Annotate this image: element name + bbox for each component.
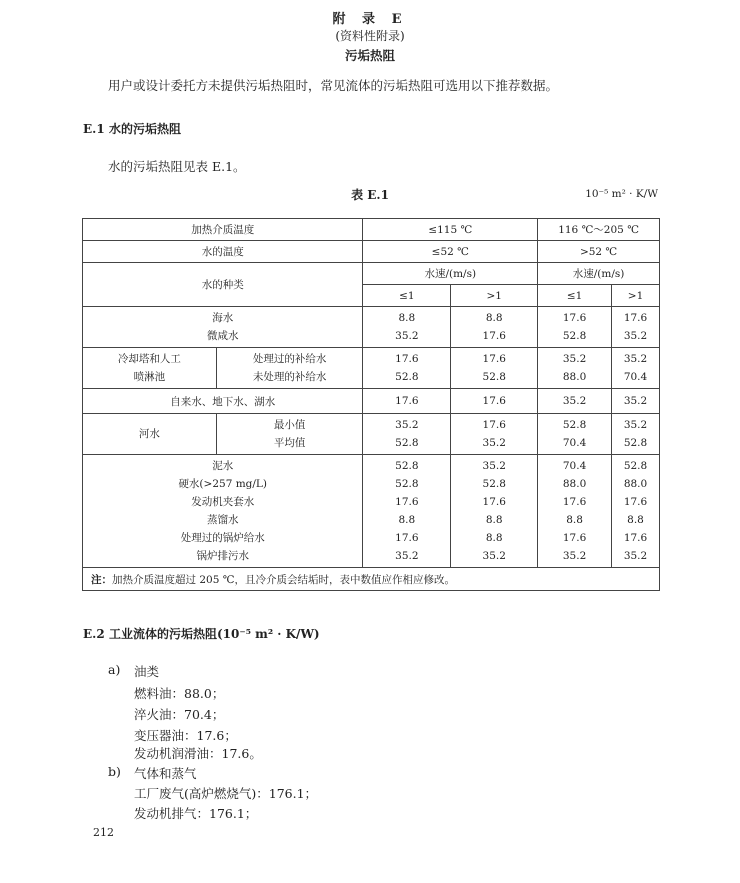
cell-line: 蒸馏水 <box>206 514 239 526</box>
cell-line: 88.0 <box>562 478 587 490</box>
water-type-cell: 自来水、地下水、湖水 <box>83 389 363 414</box>
value-cell: 35.2 <box>538 389 612 414</box>
cell-line: 70.4 <box>562 460 587 472</box>
list-item: 工厂废气(高炉燃烧气)：176.1； <box>134 786 318 801</box>
value-cell <box>451 348 538 389</box>
cell-line: 35.2 <box>562 353 587 365</box>
cell-line: 微咸水 <box>206 330 239 342</box>
cell-line: 17.6 <box>562 532 587 544</box>
value-cell: 17.6 <box>363 389 451 414</box>
cell-line: 35.2 <box>482 550 506 562</box>
table-caption: 表 E.1 <box>351 188 389 202</box>
value-cell <box>612 348 660 389</box>
cell-line: 17.6 <box>623 496 648 508</box>
note-label: 注： <box>91 573 112 586</box>
list-item: 发动机排气：176.1； <box>134 806 258 821</box>
section-e2-heading <box>83 625 320 642</box>
cell-line: 35.2 <box>623 550 648 562</box>
section-title: 工业流体的污垢热阻(10⁻⁵ m² · K/W) <box>109 627 320 641</box>
heading-cell: >1 <box>612 285 660 307</box>
value-cell <box>538 455 612 568</box>
cell-line: 52.8 <box>395 460 419 472</box>
cell-line: 52.8 <box>482 371 506 383</box>
heading-cell: 水速/(m/s) <box>538 263 660 285</box>
value-cell <box>612 414 660 455</box>
cell-line: 35.2 <box>623 419 648 431</box>
cell-line: 硬水(>257 mg/L) <box>178 478 267 490</box>
cell-line: 17.6 <box>623 312 648 324</box>
cell-line: 8.8 <box>485 514 503 526</box>
water-subtype-cell <box>216 348 363 389</box>
list-item: 发动机润滑油：17.6。 <box>134 746 262 761</box>
heading-cell: ≤115 ℃ <box>363 219 538 241</box>
appendix-type: (资料性附录) <box>335 29 405 43</box>
cell-line: 平均值 <box>273 437 306 449</box>
water-type-cell <box>83 348 217 389</box>
cell-line: 8.8 <box>627 514 644 526</box>
cell-line: 锅炉排污水 <box>196 550 249 562</box>
section-e1-heading <box>83 120 181 137</box>
heading-cell: 水的温度 <box>83 241 363 263</box>
cell-line: 17.6 <box>482 496 506 508</box>
cell-line: 喷淋池 <box>133 371 166 383</box>
value-cell <box>451 455 538 568</box>
cell-line: 最小值 <box>273 419 306 431</box>
cell-line: 88.0 <box>562 371 587 383</box>
table-row <box>83 568 660 591</box>
cell-line: 70.4 <box>623 371 648 383</box>
value-cell <box>363 455 451 568</box>
cell-line: 未处理的补给水 <box>252 371 327 383</box>
list-title: 气体和蒸气 <box>134 766 197 781</box>
section-title: 水的污垢热阻 <box>109 122 182 136</box>
cell-line: 17.6 <box>395 353 419 365</box>
table-row <box>83 263 660 285</box>
cell-line: 17.6 <box>562 312 587 324</box>
cell-line: 冷却塔和人工 <box>117 353 181 365</box>
cell-line: 17.6 <box>623 532 648 544</box>
list-item: 淬火油：70.4； <box>134 707 225 722</box>
table-unit: 10⁻⁵ m² · K/W <box>585 188 658 200</box>
note-text: 加热介质温度超过 205 ℃，且冷介质会结垢时，表中数值应作相应修改。 <box>112 573 455 586</box>
appendix-heading: 附 录 E <box>332 12 408 27</box>
cell-line: 17.6 <box>482 330 506 342</box>
table-row <box>83 389 660 414</box>
list-marker: b) <box>108 764 121 779</box>
water-type-cell <box>83 307 363 348</box>
table-row <box>83 348 660 389</box>
heading-cell: ≤1 <box>538 285 612 307</box>
cell-line: 17.6 <box>482 419 506 431</box>
page-number: 212 <box>93 826 114 839</box>
table-row <box>83 414 660 455</box>
cell-line: 8.8 <box>566 514 583 526</box>
value-cell <box>612 307 660 348</box>
cell-line: 处理过的锅炉给水 <box>180 532 265 544</box>
cell-line: 35.2 <box>395 330 419 342</box>
value-cell <box>363 348 451 389</box>
table-row <box>83 455 660 568</box>
cell-line: 处理过的补给水 <box>252 353 327 365</box>
heading-cell: >52 ℃ <box>538 241 660 263</box>
cell-line: 35.2 <box>562 550 587 562</box>
cell-line: 70.4 <box>562 437 587 449</box>
heading-cell: >1 <box>451 285 538 307</box>
cell-line: 52.8 <box>562 330 587 342</box>
section-number: E.1 <box>83 122 105 136</box>
list-title: 油类 <box>134 664 160 679</box>
water-subtype-cell <box>216 414 363 455</box>
value-cell: 17.6 <box>451 389 538 414</box>
list-marker: a) <box>108 662 121 677</box>
appendix-title: 污垢热阻 <box>344 48 395 63</box>
value-cell <box>612 455 660 568</box>
heading-cell: ≤1 <box>363 285 451 307</box>
cell-line: 发动机夹套水 <box>191 496 255 508</box>
table-note <box>83 568 660 591</box>
intro-paragraph: 用户或设计委托方未提供污垢热阻时，常见流体的污垢热阻可选用以下推荐数据。 <box>108 78 559 93</box>
value-cell <box>538 307 612 348</box>
cell-line: 17.6 <box>482 353 506 365</box>
table-reference: 水的污垢热阻见表 E.1。 <box>108 159 246 174</box>
value-cell <box>538 348 612 389</box>
value-cell <box>451 414 538 455</box>
cell-line: 35.2 <box>623 330 648 342</box>
heading-cell: 水速/(m/s) <box>363 263 538 285</box>
cell-line: 52.8 <box>562 419 587 431</box>
section-number: E.2 <box>83 627 105 641</box>
list-item: 变压器油：17.6； <box>134 728 237 743</box>
cell-line: 17.6 <box>395 496 419 508</box>
heading-cell: 水的种类 <box>83 263 363 307</box>
cell-line: 35.2 <box>623 353 648 365</box>
heading-cell: 116 ℃～205 ℃ <box>538 219 660 241</box>
value-cell: 35.2 <box>612 389 660 414</box>
water-type-cell: 河水 <box>83 414 217 455</box>
cell-line: 35.2 <box>395 419 419 431</box>
list-item: 燃料油：88.0； <box>134 686 225 701</box>
cell-line: 88.0 <box>623 478 648 490</box>
fouling-resistance-table <box>82 218 660 591</box>
cell-line: 52.8 <box>395 437 419 449</box>
cell-line: 8.8 <box>485 312 503 324</box>
cell-line: 8.8 <box>485 532 503 544</box>
cell-line: 35.2 <box>482 460 506 472</box>
cell-line: 8.8 <box>398 514 416 526</box>
cell-line: 海水 <box>212 312 234 324</box>
cell-line: 35.2 <box>482 437 506 449</box>
water-type-cell <box>83 455 363 568</box>
table-row <box>83 219 660 241</box>
value-cell <box>363 414 451 455</box>
cell-line: 52.8 <box>395 371 419 383</box>
value-cell <box>363 307 451 348</box>
cell-line: 35.2 <box>395 550 419 562</box>
table-row <box>83 307 660 348</box>
heading-cell: 加热介质温度 <box>83 219 363 241</box>
cell-line: 52.8 <box>482 478 506 490</box>
cell-line: 8.8 <box>398 312 416 324</box>
cell-line: 17.6 <box>395 532 419 544</box>
table-row <box>83 241 660 263</box>
heading-cell: ≤52 ℃ <box>363 241 538 263</box>
cell-line: 17.6 <box>562 496 587 508</box>
cell-line: 52.8 <box>623 460 648 472</box>
cell-line: 52.8 <box>623 437 648 449</box>
cell-line: 泥水 <box>212 460 234 472</box>
value-cell <box>538 414 612 455</box>
value-cell <box>451 307 538 348</box>
cell-line: 52.8 <box>395 478 419 490</box>
